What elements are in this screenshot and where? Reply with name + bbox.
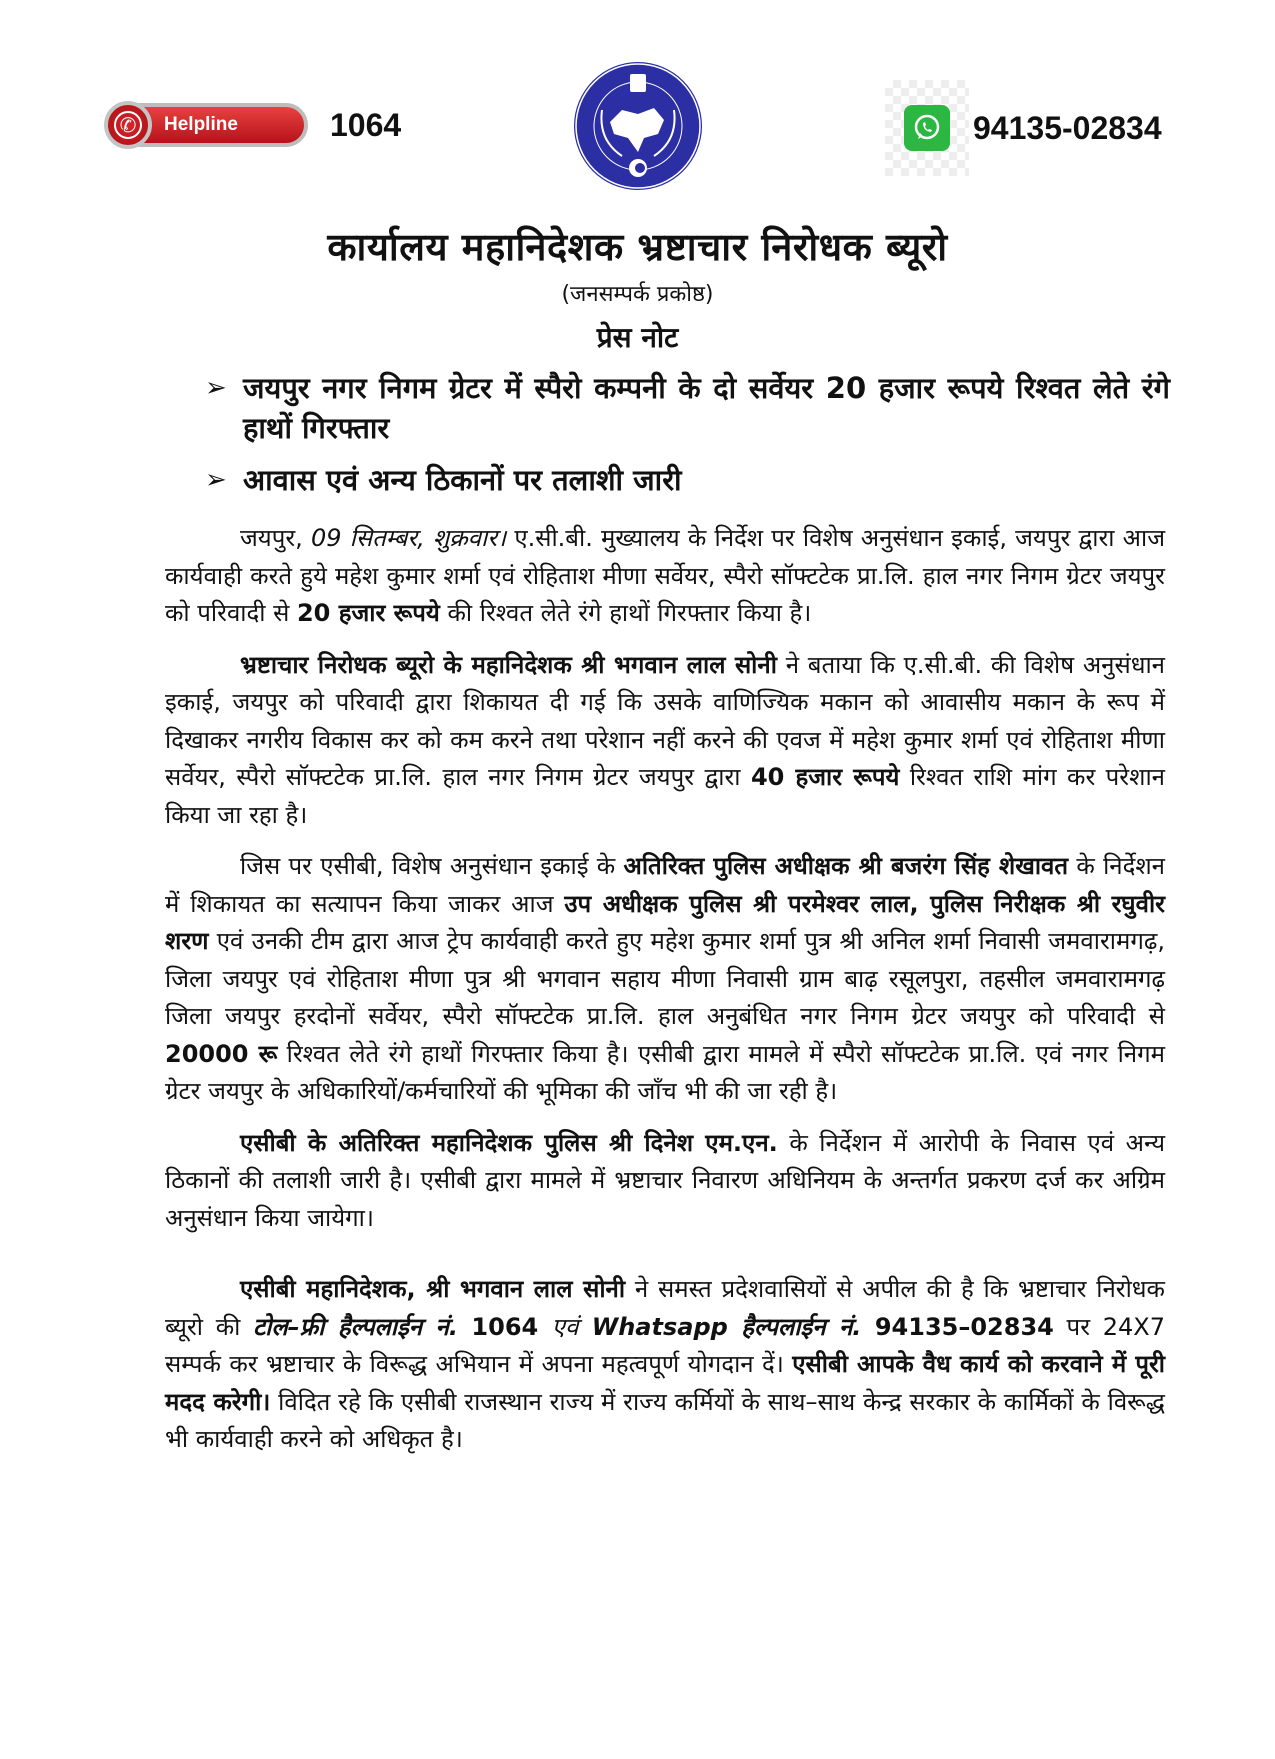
- ashoka-emblem-icon: [630, 74, 646, 92]
- paragraph-2: भ्रष्टाचार निरोधक ब्यूरो के महानिदेशक श्री भगवान लाल सोनी ने बताया कि ए.सी.बी. की विशेष अनुसंधान इकाई, जयपुर को परिवादी द्वारा शिकायत दी गई कि उसके वाणिज्यिक मकान को आवासीय मकान के रूप में दिखाकर नगरीय विकास कर को कम करने तथा परेशान नहीं करने की एवज में महेश कुमार शर्मा एवं रोहिताश मीणा सर्वेयर, स्पैरो सॉफ्टटेक प्रा.लि. हाल नगर निगम ग्रेटर जयपुर द्वारा 40 हजार रूपये रिश्वत राशि मांग कर परेशान किया जा रहा है।: [165, 650, 1165, 829]
- whatsapp-icon: [904, 105, 950, 151]
- helpline-badge: [108, 103, 401, 147]
- headline-item: ➢ जयपुर नगर निगम ग्रेटर में स्पैरो कम्पनी के दो सर्वेयर 20 हजार रूपये रिश्वत लेते रंगे हाथों गिरफ्तार: [205, 368, 1170, 448]
- paragraph-4: एसीबी के अतिरिक्त महानिदेशक पुलिस श्री दिनेश एम.एन. के निर्देशन में आरोपी के निवास एवं अन्य ठिकानों की तलाशी जारी है। एसीबी द्वारा मामले में भ्रष्टाचार निवारण अधिनियम के अन्तर्गत प्रकरण दर्ज कर अग्रिम अनुसंधान किया जायेगा।: [165, 1128, 1165, 1232]
- letterhead: [0, 0, 1275, 200]
- office-title: कार्यालय महानिदेशक भ्रष्टाचार निरोधक ब्यूरो: [327, 225, 948, 269]
- arrow-bullet-icon: ➢: [205, 465, 227, 495]
- headline-item: ➢ आवास एवं अन्य ठिकानों पर तलाशी जारी: [205, 460, 1170, 500]
- helpline-label: Helpline: [164, 114, 238, 135]
- office-subtitle: (जनसम्पर्क प्रकोष्ठ): [561, 282, 714, 307]
- press-release-body: [165, 520, 1165, 1473]
- paragraph-3: जिस पर एसीबी, विशेष अनुसंधान इकाई के अतिरिक्त पुलिस अधीक्षक श्री बजरंग सिंह शेखावत के निर्देशन में शिकायत का सत्यापन किया जाकर आज उप अधीक्षक पुलिस श्री परमेश्वर लाल, पुलिस निरीक्षक श्री रघुवीर शरण एवं उनकी टीम द्वारा आज ट्रेप कार्यवाही करते हुए महेश कुमार शर्मा पुत्र श्री अनिल शर्मा निवासी जमवारामगढ़, जिला जयपुर एवं रोहिताश मीणा पुत्र श्री भगवान सहाय मीणा निवासी ग्राम बाढ़ रसूलपुरा, तहसील जमवारामगढ़ जिला जयपुर हरदोनों सर्वेयर, स्पैरो सॉफ्टटेक प्रा.लि. हाल अनुबंधित नगर निगम ग्रेटर जयपुर को परिवादी से 20000 रू रिश्वत लेते रंगे हाथों गिरफ्तार किया है। एसीबी द्वारा मामले में स्पैरो सॉफ्टटेक प्रा.लि. एवं नगर निगम ग्रेटर जयपुर के अधिकारियों/कर्मचारियों की भूमिका की जाँच भी की जा रही है।: [165, 852, 1165, 1105]
- document-heading: [0, 220, 1275, 356]
- paragraph-1: जयपुर, 09 सितम्बर, शुक्रवार। ए.सी.बी. मुख्यालय के निर्देश पर विशेष अनुसंधान इकाई, जयपुर द्वारा आज कार्यवाही करते हुये महेश कुमार शर्मा एवं रोहिताश मीणा सर्वेयर, स्पैरो सॉफ्टटेक प्रा.लि. हाल नगर निगम ग्रेटर जयपुर को परिवादी से 20 हजार रूपये की रिश्वत लेते रंगे हाथों गिरफ्तार किया है।: [165, 524, 1166, 627]
- paragraph-5: एसीबी महानिदेशक, श्री भगवान लाल सोनी ने समस्त प्रदेशवासियों से अपील की है कि भ्रष्टाचार निरोधक ब्यूरो की टोल–फ्री हैल्पलाईन नं. 1064 एवं Whatsapp हैल्पलाईन नं. 94135–02834 पर 24X7 सम्पर्क कर भ्रष्टाचार के विरूद्ध अभियान में अपना महत्वपूर्ण योगदान दें। एसीबी आपके वैध कार्य को करवाने में पूरी मदद करेगी। विदित रहे कि एसीबी राजस्थान राज्य में राज्य कर्मियों के साथ–साथ केन्द्र सरकार के कार्मिकों के विरूद्ध भी कार्यवाही करने को अधिकृत है।: [165, 1275, 1165, 1453]
- arrow-bullet-icon: ➢: [205, 373, 227, 403]
- whatsapp-contact: [885, 80, 1162, 176]
- helpline-number: 1064: [330, 106, 402, 143]
- helpline-button: [108, 103, 308, 147]
- phone-icon: ✆: [104, 101, 152, 149]
- press-note-label: प्रेस नोट: [596, 321, 679, 354]
- headline-list: [205, 368, 1170, 512]
- acb-emblem-logo: [572, 60, 704, 192]
- whatsapp-number: 94135-02834: [973, 109, 1162, 146]
